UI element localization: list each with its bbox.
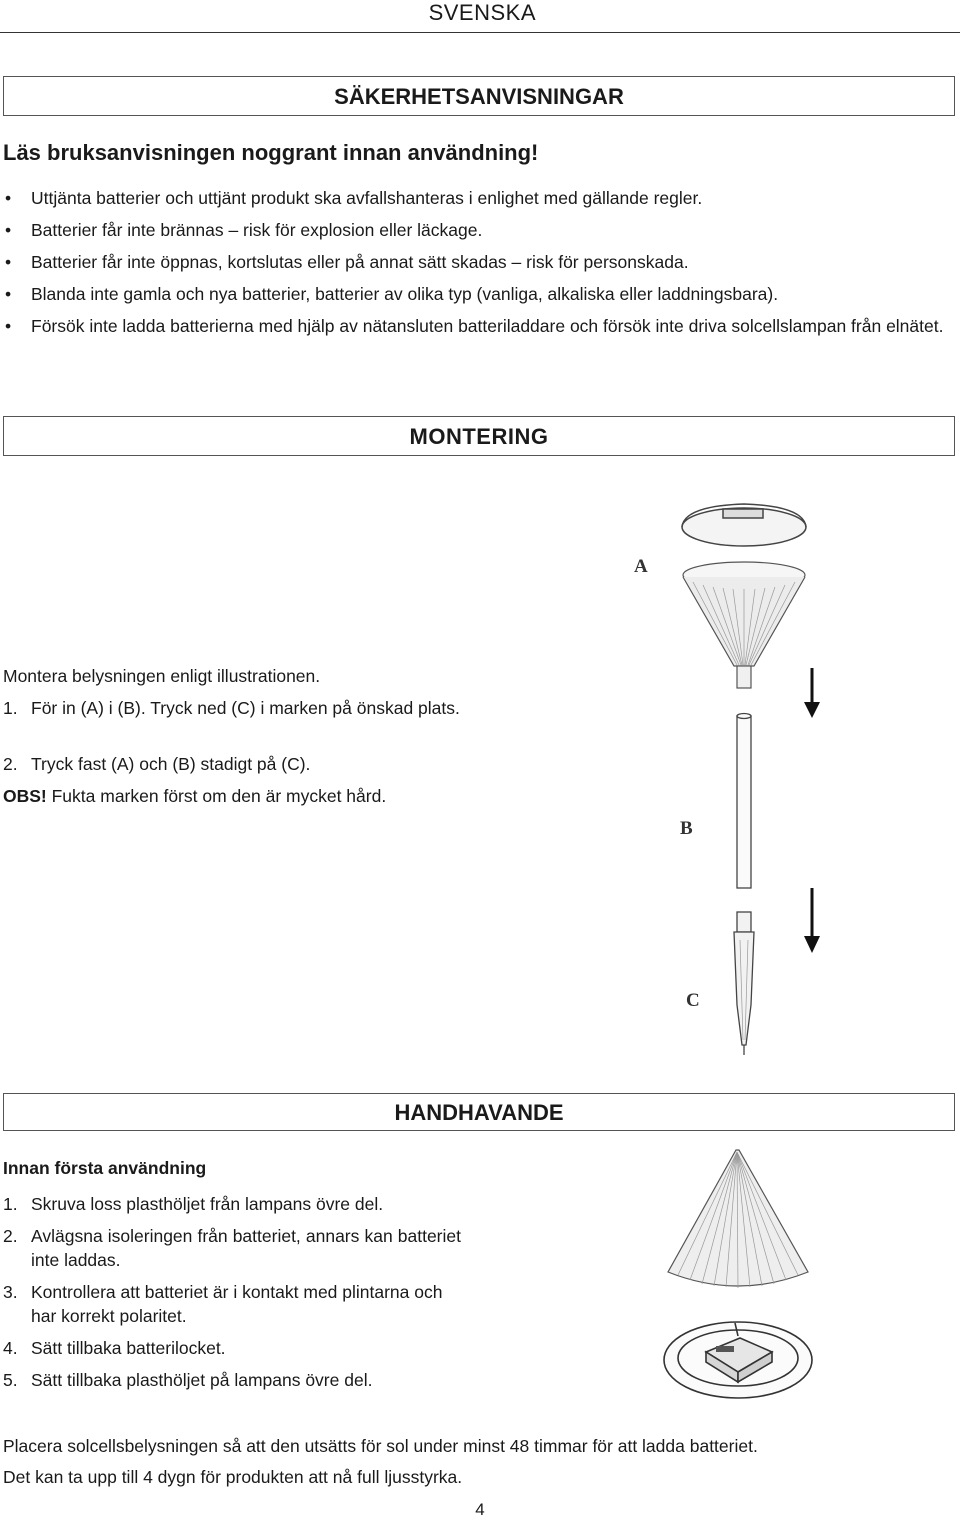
step-number: 4. (3, 1338, 18, 1358)
part-label-a: A (634, 556, 648, 577)
handhavande-subheading: Innan första användning (3, 1158, 207, 1178)
battery-base-drawing (664, 1322, 812, 1398)
part-label-c: C (686, 990, 700, 1011)
safety-list (3, 186, 958, 346)
montering-note (3, 784, 386, 808)
step-number: 2. (3, 1226, 18, 1246)
step-text: För in (A) i (B). Tryck ned (C) i marken på önskad plats. (31, 698, 460, 718)
montering-intro: Montera belysningen enligt illustrationen. (3, 666, 321, 686)
step-number: 1. (3, 1194, 18, 1214)
step-number: 2. (3, 754, 18, 774)
step-text: Skruva loss plasthöljet från lampans övre del. (31, 1194, 384, 1214)
cone-drawing (683, 562, 805, 688)
stake-drawing (734, 912, 754, 1055)
header-rule (0, 32, 960, 33)
handhavande-step (3, 1280, 463, 1328)
section-heading-handhavande: HANDHAVANDE (3, 1093, 955, 1131)
page-number: 4 (475, 1500, 485, 1519)
part-label-b: B (680, 818, 693, 839)
step-text: Sätt tillbaka plasthöljet på lampans övre del. (31, 1370, 373, 1390)
montering-step (3, 752, 463, 776)
tube-drawing (737, 714, 751, 889)
list-item: • Uttjänta batterier och uttjänt produkt ska avfallshanteras i enlighet med gällande regler. (3, 186, 958, 210)
step-text: Sätt tillbaka batterilocket. (31, 1338, 226, 1358)
list-item: • Batterier får inte öppnas, kortslutas eller på annat sätt skadas – risk för personskada. (3, 250, 958, 274)
closing-paragraph: Det kan ta upp till 4 dygn för produkten att nå full ljusstyrka. (3, 1467, 463, 1487)
solar-cap-drawing (682, 504, 806, 546)
note-text: Fukta marken först om den är mycket hård. (46, 786, 387, 806)
handhavande-step (3, 1224, 463, 1272)
handhavande-step (3, 1368, 463, 1392)
language-label: SVENSKA (428, 0, 536, 25)
handhavande-step (3, 1192, 463, 1216)
montering-step (3, 696, 463, 720)
cover-drawing (668, 1150, 808, 1288)
closing-paragraph: Placera solcellsbelysningen så att den utsätts för sol under minst 48 timmar för att ladda batteriet. (3, 1436, 758, 1456)
step-text: Kontrollera att batteriet är i kontakt med plintarna och har korrekt polaritet. (31, 1282, 443, 1326)
step-number: 3. (3, 1282, 18, 1302)
handhavande-step (3, 1336, 463, 1360)
down-arrow-icon (804, 888, 820, 953)
step-number: 1. (3, 698, 18, 718)
list-item: • Försök inte ladda batterierna med hjälp av nätansluten batteriladdare och försök inte driva solcellslampan från elnätet. (3, 314, 958, 338)
step-number: 5. (3, 1370, 18, 1390)
list-item: • Blanda inte gamla och nya batterier, batterier av olika typ (vanliga, alkaliska eller laddningsbara). (3, 282, 958, 306)
step-text: Tryck fast (A) och (B) stadigt på (C). (31, 754, 311, 774)
montering-heading-text: MONTERING (409, 424, 549, 449)
down-arrow-icon (804, 668, 820, 718)
section-heading-safety: SÄKERHETSANVISNINGAR (3, 76, 955, 116)
step-text: Avlägsna isoleringen från batteriet, annars kan batteriet inte laddas. (31, 1226, 461, 1270)
safety-lead: Läs bruksanvisningen noggrant innan användning! (3, 140, 539, 165)
list-item: • Batterier får inte brännas – risk för explosion eller läckage. (3, 218, 958, 242)
language-header (0, 0, 960, 26)
note-label: OBS! (3, 786, 47, 806)
section-heading-montering (3, 416, 955, 456)
